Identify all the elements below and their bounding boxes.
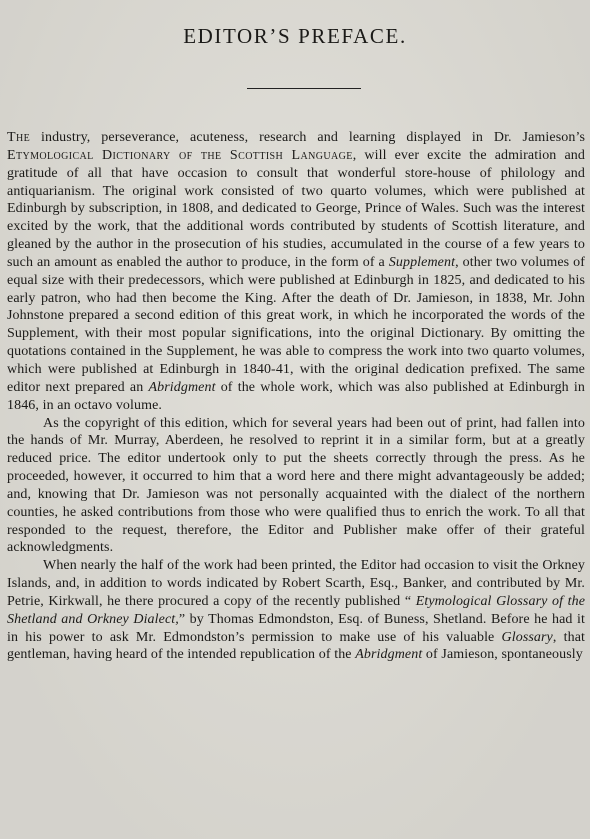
text-run: Etymological Dictionary of the Scottish Language xyxy=(7,147,353,163)
text-run: ” by Thomas Edmondston, Esq. of Buness, Shetland. Before he had it in his power to ask Mr. Edmondston’s permission to make use of his valuable xyxy=(7,611,586,645)
paragraph-1 xyxy=(7,129,585,415)
text-run: Abridgment xyxy=(148,379,216,395)
text-run: Abridgment xyxy=(355,647,423,663)
text-run: , will ever excite the admiration and gratitude of all that have occasion to consult that wonderful store-house of philology and antiquarianism. The original work consisted of two quarto volumes, which were published at Edinburgh by subscription, in 1808, and dedicated to George, Prince of Wales. Such was the interest excited by the work, that the additional words contributed by students of Scottish literature, and gleaned by the author in the prosecution of his studies, accumulated in the course of a few years to such an amount as enabled the author to produce, in the form of a xyxy=(7,147,585,270)
preface-body xyxy=(7,129,585,664)
text-run: of the whole work, which was also published at Edinburgh in 1846, in an octavo volume. xyxy=(7,379,585,413)
text-run: industry, perseverance, acuteness, research and learning displayed in Dr. Jamieson’s xyxy=(30,130,585,145)
text-run: Etymological Glossary of the Shetland and Orkney Dialect, xyxy=(7,593,586,627)
text-run: , that gentleman, having heard of the intended republication of the xyxy=(7,629,586,663)
text-run: Glossary xyxy=(501,629,553,645)
text-run: When nearly the half of the work had been printed, the Editor had occasion to visit the Orkney Islands, and, in addition to words indicated by Robert Scarth, Esq., Banker, and contributed by Mr. Petrie, Kirkwall, he there procured a copy of the recently published “ xyxy=(7,558,585,609)
text-run: As the copyright of this edition, which for several years had been out of print, had fallen into the hands of Mr. Murray, Aberdeen, he resolved to reprint it in a similar form, but at a greatly reduced price. The editor undertook only to put the sheets correctly through the press. As he proceeded, however, it occurred to him that a word here and there might advantageously be added; and, knowing that Dr. Jamieson was not personally acquainted with the dialect of the northern counties, he asked contributions from those who were qualified thus to enrich the work. To all that responded to the request, therefore, the Editor and Publisher make offer of their grateful acknowledgments. xyxy=(7,415,585,556)
text-run: , other two volumes of equal size with their predecessors, which were published at Edinburgh in 1825, and dedicated to his early patron, who had then become the King. After the death of Dr. Jamieson, in 1838, Mr. John Johnstone prepared a second edition of this great work, in which he incorporated the words of the Supplement, with their most popular significations, into the original Dictionary. By omitting the quotations contained in the Supplement, he was able to compress the work into two quarto volumes, which were published at Edinburgh in 1840-41, with the original dedication prefixed. The same editor next prepared an xyxy=(7,254,585,395)
text-run: The xyxy=(7,130,31,145)
text-run: Supplement xyxy=(388,254,456,270)
page-title: EDITOR’S PREFACE. xyxy=(183,24,407,48)
text-run: of Jamieson, spontaneously xyxy=(422,647,583,663)
paragraph-2 xyxy=(7,415,585,558)
title-rule xyxy=(247,88,361,89)
paragraph-3 xyxy=(7,557,585,664)
